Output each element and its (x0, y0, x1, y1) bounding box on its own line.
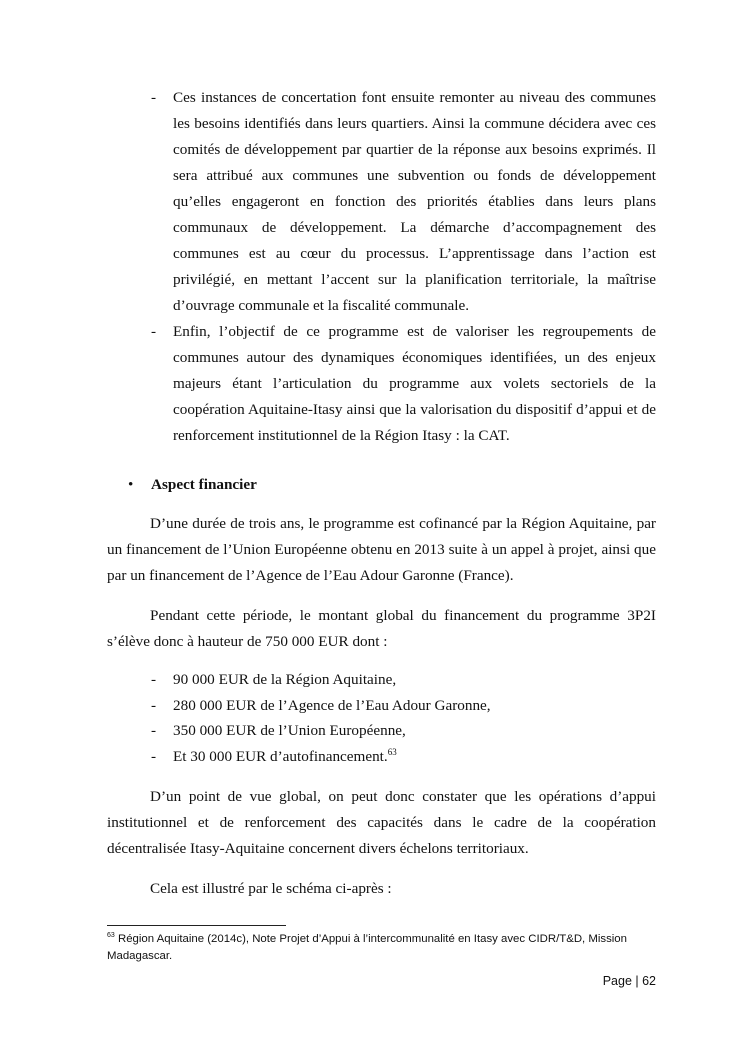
paragraph-schema-intro (107, 876, 656, 902)
list-item (107, 667, 656, 693)
paragraph-global-view (107, 784, 656, 862)
dash-marker: - (151, 747, 157, 765)
paragraph-text: Pendant cette période, le montant global du financement du programme 3P2I s’élève donc à hauteur de 750 000 EUR dont : (107, 607, 656, 650)
list-item (107, 744, 656, 770)
funding-item-text: 90 000 EUR de la Région Aquitaine, (173, 671, 397, 688)
dash-marker: - (151, 323, 157, 340)
paragraph-global-amount (107, 603, 656, 655)
list-item (107, 693, 656, 719)
bullet-marker: • (128, 476, 134, 493)
list-item-text: Enfin, l’objectif de ce programme est de valoriser les regroupements de communes autour des dynamiques économiques identifiées, un des enjeux majeurs étant l’articulation du programme aux volets sectoriels de la coopération Aquitaine-Itasy ainsi que la valorisation du dispositif d’appui et de renforcement institutionnel de la Région Itasy : la CAT. (173, 323, 656, 444)
paragraph-cofinancing (107, 511, 656, 589)
dash-marker: - (151, 89, 157, 106)
page-number: Page | 62 (602, 974, 656, 988)
footnote-text: Région Aquitaine (2014c), Note Projet d’Appui à l’intercommunalité en Itasy avec CIDR/T&D, Mission Madagascar. (107, 933, 627, 962)
list-item (107, 85, 656, 319)
footnote-reference[interactable]: 63 (387, 746, 397, 757)
funding-item-text: Et 30 000 EUR d’autofinancement. (173, 747, 388, 765)
intro-dash-list (107, 85, 656, 449)
paragraph-text: D’une durée de trois ans, le programme est cofinancé par la Région Aquitaine, par un financement de l’Union Européenne obtenu en 2013 suite à un appel à projet, ainsi que par un financement de l’Agence de l’Eau Adour Garonne (France). (107, 515, 656, 584)
list-item-text: Ces instances de concertation font ensuite remonter au niveau des communes les besoins identifiés dans leurs quartiers. Ainsi la commune décidera avec ces comités de développement par quartier de la réponse aux besoins exprimés. Il sera attribué aux communes une subvention ou fonds de développement qu’elles engageront en fonction des priorités établies dans leurs plans communaux de développement. La démarche d’accompagnement des communes est au cœur du processus. L’apprentissage dans l’action est privilégié, en mettant l’accent sur la planification territoriale, la maîtrise d’ouvrage communale et la fiscalité communale. (173, 89, 656, 314)
footnote-separator (107, 925, 286, 926)
footnote-number: 63 (107, 932, 115, 940)
funding-item-text: 280 000 EUR de l’Agence de l’Eau Adour Garonne, (173, 696, 491, 714)
list-item (107, 319, 656, 449)
dash-marker: - (151, 722, 157, 739)
dash-marker: - (151, 696, 157, 714)
funding-list (107, 667, 656, 769)
section-heading (128, 476, 257, 494)
paragraph-text: D’un point de vue global, on peut donc constater que les opérations d’appui institutionnel et de renforcement des capacités dans le cadre de la coopération décentralisée Itasy-Aquitaine concernent divers échelons territoriaux. (107, 788, 656, 857)
section-heading-text: Aspect financier (151, 476, 257, 493)
funding-item-text: 350 000 EUR de l’Union Européenne, (173, 722, 406, 739)
dash-marker: - (151, 671, 157, 688)
list-item (107, 718, 656, 744)
footnote (107, 931, 656, 965)
paragraph-text: Cela est illustré par le schéma ci-après : (150, 880, 392, 897)
